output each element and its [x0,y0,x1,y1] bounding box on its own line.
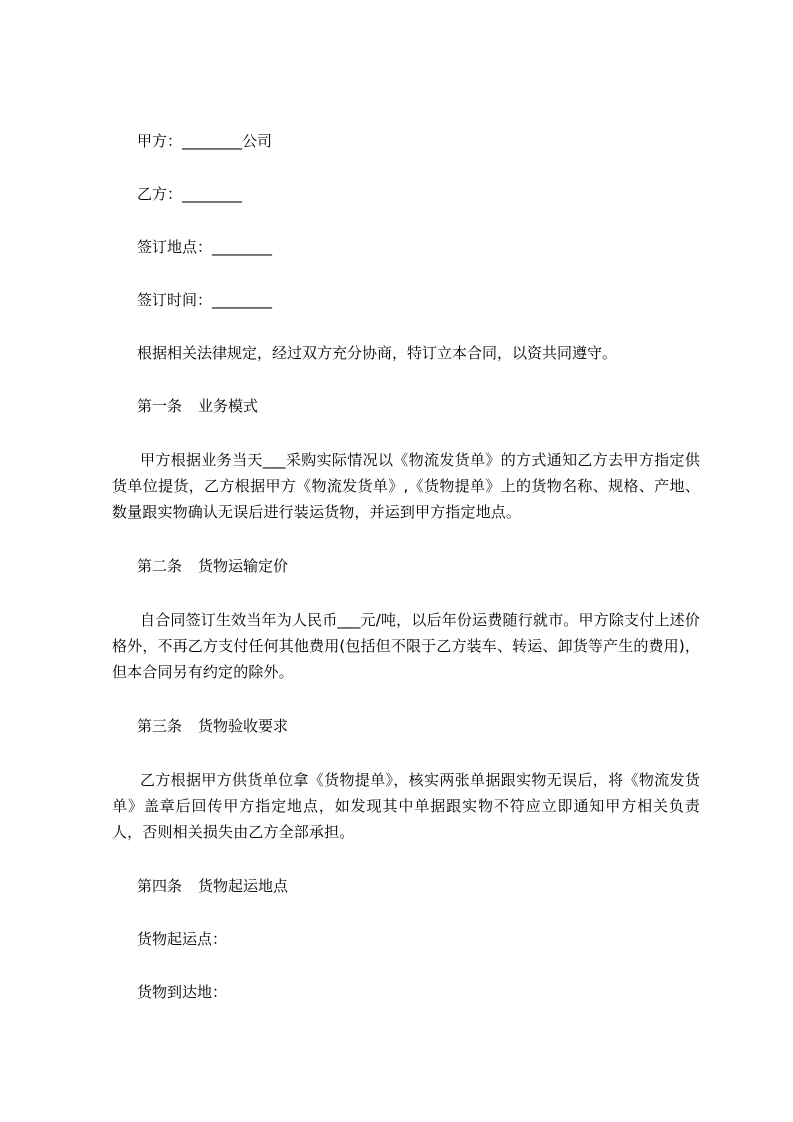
article-1-heading [137,396,258,416]
sign-time-line: 签订时间：________ [137,291,273,309]
destination-label: 货物到达地： [137,983,228,1001]
article-4-heading [137,876,288,896]
article-3-heading [137,716,288,736]
article-2-body: 自合同签订生效当年为人民币___元/吨，以后年份运费随行就市。甲方除支付上述价格外，不再乙方支付任何其他费用(包括但不限于乙方装车、转运、卸货等产生的费用)，但本合同另有约定的除外。 [112,611,700,681]
article-number: 第三条 [137,717,183,735]
article-title: 货物运输定价 [198,557,289,575]
article-number: 第一条 [137,397,183,415]
article-title: 货物验收要求 [198,717,289,735]
article-number: 第四条 [137,877,183,895]
article-title: 业务模式 [198,397,259,415]
sign-place-line: 签订地点：________ [137,238,273,256]
article-3-body: 乙方根据甲方供货单位拿《货物提单》，核实两张单据跟实物无误后，将《物流发货单》盖章后回传甲方指定地点，如发现其中单据跟实物不符应立即通知甲方相关负责人，否则相关损失由乙方全部承担。 [112,771,700,841]
party-b-line: 乙方：________ [137,185,243,203]
origin-label: 货物起运点： [137,930,228,948]
preamble: 根据相关法律规定，经过双方充分协商，特订立本合同，以资共同遵守。 [137,344,618,362]
article-number: 第二条 [137,557,183,575]
party-a-line: 甲方：________公司 [137,132,273,150]
article-title: 货物起运地点 [198,877,289,895]
article-2-heading [137,556,288,576]
article-1-body: 甲方根据业务当天___采购实际情况以《物流发货单》的方式通知乙方去甲方指定供货单位提货，乙方根据甲方《物流发货单》,《货物提单》上的货物名称、规格、产地、数量跟实物确认无误后进行装运货物，并运到甲方指定地点。 [112,451,700,521]
